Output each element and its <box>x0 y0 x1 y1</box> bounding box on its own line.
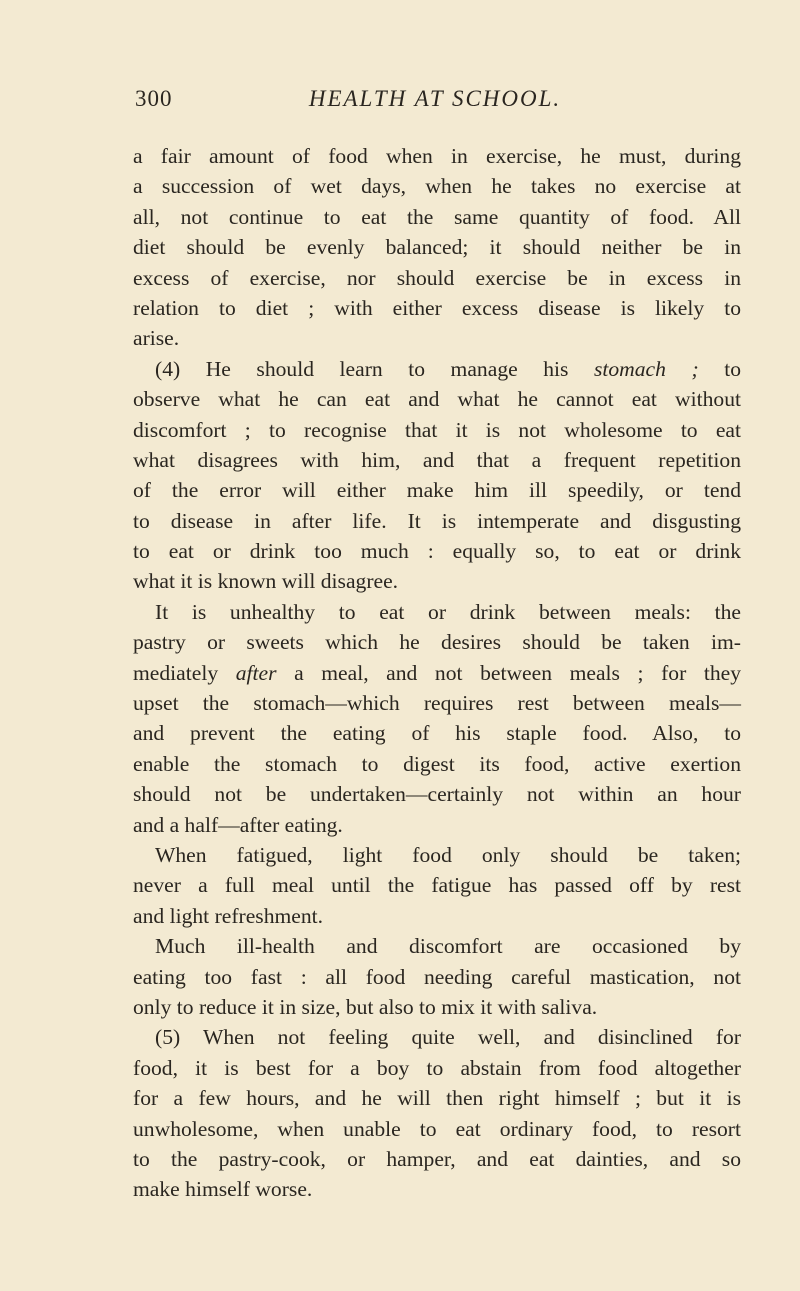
page-header <box>135 86 735 120</box>
text-line <box>133 1144 741 1174</box>
text-line <box>133 384 741 414</box>
text-run: should not be undertaken—certainly not within an hour <box>133 782 741 807</box>
text-line <box>133 992 741 1022</box>
text-line <box>133 718 741 748</box>
text-run: enable the stomach to digest its food, active exertion <box>133 751 741 776</box>
text-run: all, not continue to eat the same quantity of food. All <box>133 204 741 229</box>
text-line <box>133 1022 741 1052</box>
running-title: HEALTH AT SCHOOL. <box>308 86 562 111</box>
text-line <box>133 445 741 475</box>
text-run: discomfort ; to recognise that it is not wholesome to eat <box>133 417 741 442</box>
text-run: what disagrees with him, and that a frequent repetition <box>133 447 741 472</box>
text-run: diet should be evenly balanced; it should neither be in <box>133 235 741 260</box>
text-line <box>133 415 741 445</box>
text-line <box>133 323 741 353</box>
text-line <box>133 779 741 809</box>
text-line <box>133 749 741 779</box>
text-run: and a half—after eating. <box>133 812 343 837</box>
text-line <box>133 506 741 536</box>
text-run: to the pastry-cook, or hamper, and eat dainties, and so <box>133 1146 741 1171</box>
text-run: (5) When not feeling quite well, and disinclined for <box>155 1025 741 1050</box>
body-text <box>133 141 741 1205</box>
text-line <box>133 141 741 171</box>
text-line <box>133 1114 741 1144</box>
text-run: eating too fast : all food needing careful mastication, not <box>133 964 741 989</box>
text-run: mediately <box>133 660 236 685</box>
text-run: Much ill-health and discomfort are occasioned by <box>155 934 741 959</box>
page-number: 300 <box>135 86 173 111</box>
text-run: excess of exercise, nor should exercise be in excess in <box>133 265 741 290</box>
text-run: a meal, and not between meals ; for they <box>276 660 742 685</box>
text-run: and prevent the eating of his staple food. Also, to <box>133 721 741 746</box>
text-line <box>133 475 741 505</box>
text-line <box>133 1174 741 1204</box>
text-run: to eat or drink too much : equally so, to eat or drink <box>133 539 741 564</box>
text-run: observe what he can eat and what he cannot eat without <box>133 387 741 412</box>
text-run: relation to diet ; with either excess disease is likely to <box>133 295 741 320</box>
text-run: food, it is best for a boy to abstain from food altogether <box>133 1055 741 1080</box>
italic-text: after <box>235 660 277 685</box>
text-line <box>133 627 741 657</box>
text-run: for a few hours, and he will then right himself ; but it is <box>133 1086 741 1111</box>
text-run: what it is known will disagree. <box>133 569 399 594</box>
text-run: It is unhealthy to eat or drink between meals: the <box>155 599 741 624</box>
text-line <box>133 232 741 262</box>
text-run: upset the stomach—which requires rest between meals— <box>133 691 741 716</box>
text-run: to disease in after life. It is intemperate and disgusting <box>133 508 741 533</box>
text-run: to <box>698 356 741 381</box>
text-line <box>133 688 741 718</box>
text-line <box>133 658 741 688</box>
text-run: make himself worse. <box>133 1177 313 1202</box>
text-run: a succession of wet days, when he takes no exercise at <box>133 174 741 199</box>
text-run: pastry or sweets which he desires should be taken im- <box>133 630 741 655</box>
text-line <box>133 293 741 323</box>
text-line <box>133 870 741 900</box>
text-line <box>133 962 741 992</box>
text-run: only to reduce it in size, but also to mix it with saliva. <box>133 994 598 1019</box>
text-run: a fair amount of food when in exercise, he must, during <box>133 144 741 168</box>
text-run: When fatigued, light food only should be taken; <box>155 842 741 867</box>
text-line <box>133 171 741 201</box>
text-line <box>133 1083 741 1113</box>
text-line <box>133 810 741 840</box>
text-line <box>133 1053 741 1083</box>
text-line <box>133 566 741 596</box>
text-run: never a full meal until the fatigue has passed off by rest <box>133 873 741 898</box>
text-line <box>133 840 741 870</box>
text-run: arise. <box>133 326 180 351</box>
text-line <box>133 263 741 293</box>
text-line <box>133 354 741 384</box>
text-run: of the error will either make him ill speedily, or tend <box>133 478 741 503</box>
text-run: (4) He should learn to manage his <box>155 356 594 381</box>
text-line <box>133 931 741 961</box>
text-line <box>133 901 741 931</box>
text-run: unwholesome, when unable to eat ordinary food, to resort <box>133 1116 741 1141</box>
italic-text: stomach ; <box>593 356 699 381</box>
text-line <box>133 597 741 627</box>
text-line <box>133 202 741 232</box>
text-run: and light refreshment. <box>133 903 324 928</box>
text-line <box>133 536 741 566</box>
